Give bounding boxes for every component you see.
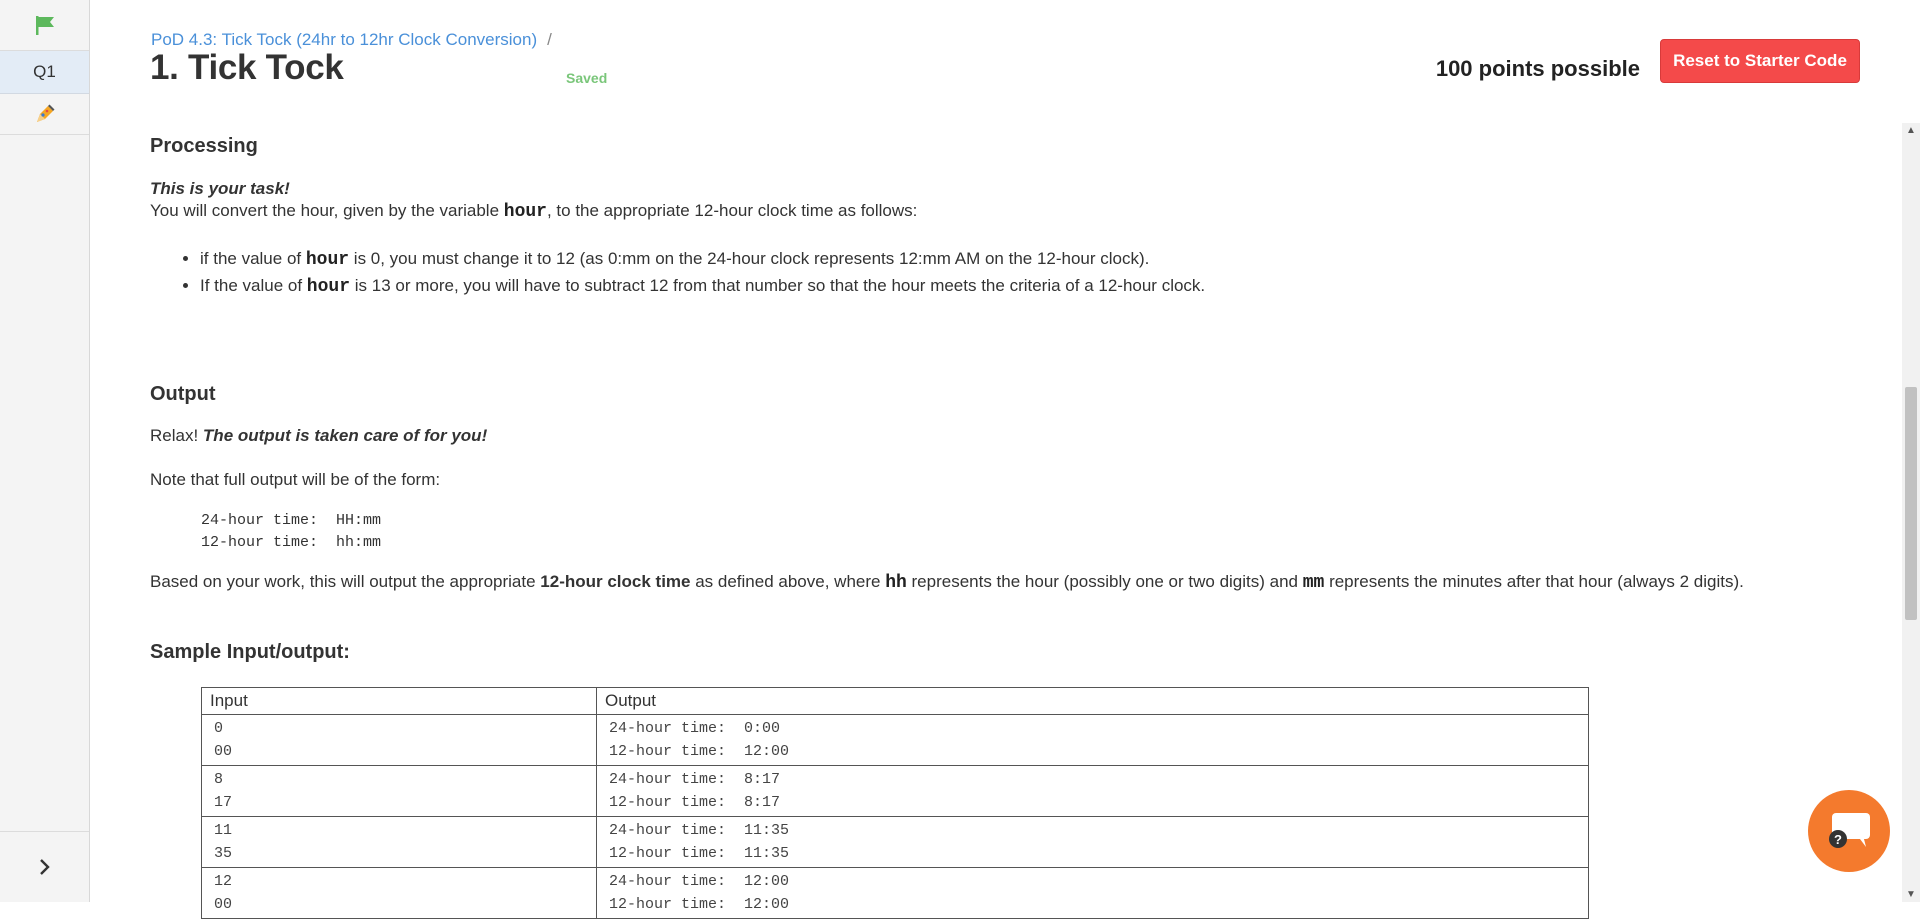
code-mm: mm [1302, 573, 1325, 593]
sidebar-expand-button[interactable] [0, 831, 89, 902]
chat-badge: ? [1834, 832, 1842, 847]
section-heading-output: Output [150, 383, 216, 405]
rules-list [170, 246, 1205, 300]
code-hh: hh [885, 573, 907, 593]
breadcrumb [151, 30, 552, 50]
reset-to-starter-code-button[interactable]: Reset to Starter Code [1660, 39, 1860, 83]
scrollbar-thumb[interactable] [1905, 387, 1917, 620]
section-heading-processing: Processing [150, 135, 258, 157]
task-intro-text-end: , to the appropriate 12-hour clock time as follows: [546, 201, 918, 220]
column-header-input: Input [202, 688, 597, 715]
column-header-output: Output [597, 688, 1589, 715]
rule-text: If the value of [200, 276, 307, 295]
page-title: 1. Tick Tock [150, 48, 344, 87]
code-hour: hour [305, 250, 350, 270]
explanation-text: represents the hour (possibly one or two digits) and [906, 572, 1303, 591]
chat-help-button[interactable] [1808, 790, 1890, 872]
output-form-line: 12-hour time: hh:mm [201, 534, 382, 551]
content-scrollbar[interactable] [1902, 123, 1920, 902]
table-row [202, 715, 1589, 766]
code-hour: hour [306, 277, 351, 297]
explanation-bold: 12-hour clock time [540, 572, 691, 591]
cell-output: 24-hour time: 11:35 12-hour time: 11:35 [597, 817, 1589, 868]
cell-input: 0 00 [202, 715, 597, 766]
cell-output: 24-hour time: 0:00 12-hour time: 12:00 [597, 715, 1589, 766]
table-row [202, 766, 1589, 817]
cell-input: 11 35 [202, 817, 597, 868]
sidebar-flag[interactable] [0, 0, 89, 51]
saved-status: Saved [566, 70, 608, 86]
cell-output: 24-hour time: 8:17 12-hour time: 8:17 [597, 766, 1589, 817]
output-form-line: 24-hour time: HH:mm [201, 512, 382, 529]
list-item [200, 273, 1205, 300]
scroll-down-arrow-icon[interactable]: ▼ [1906, 889, 1916, 900]
explanation-text: Based on your work, this will output the appropriate [150, 572, 541, 591]
pencil-icon [34, 103, 56, 125]
relax-emphasis: The output is taken care of for you! [202, 426, 488, 445]
table-header-row [202, 688, 1589, 715]
rule-text-end: is 13 or more, you will have to subtract 12 from that number so that the hour meets the criteria of a 12-hour clock. [350, 276, 1206, 295]
table-row [202, 817, 1589, 868]
problem-description [150, 115, 1890, 913]
task-label: This is your task! [150, 179, 290, 198]
output-form-block [201, 510, 381, 554]
sidebar-item-q1[interactable] [0, 51, 89, 94]
chat-help-icon [1824, 809, 1874, 853]
cell-output: 24-hour time: 12:00 12-hour time: 12:00 [597, 868, 1589, 919]
breadcrumb-link[interactable]: PoD 4.3: Tick Tock (24hr to 12hr Clock Conversion) [151, 30, 538, 49]
left-sidebar [0, 0, 90, 902]
sample-io-table [201, 687, 1589, 919]
rule-text: if the value of [200, 249, 306, 268]
output-explanation [150, 572, 1744, 593]
scroll-up-arrow-icon[interactable]: ▲ [1906, 125, 1916, 136]
explanation-text: as defined above, where [690, 572, 886, 591]
section-heading-sample: Sample Input/output: [150, 641, 350, 663]
cell-input: 8 17 [202, 766, 597, 817]
cell-input: 12 00 [202, 868, 597, 919]
note-text: Note that full output will be of the form: [150, 470, 441, 489]
flag-icon [34, 14, 56, 36]
breadcrumb-separator: / [547, 30, 552, 49]
sidebar-item-label: Q1 [33, 62, 56, 81]
task-intro [150, 201, 917, 222]
table-row [202, 868, 1589, 919]
code-hour: hour [503, 202, 547, 222]
page-header [90, 0, 1920, 115]
chevron-right-icon [38, 858, 52, 876]
sidebar-item-sketch[interactable] [0, 94, 89, 135]
rule-text-end: is 0, you must change it to 12 (as 0:mm on the 24-hour clock represents 12:mm AM on the 12-hour clock). [349, 249, 1150, 268]
points-possible: 100 points possible [1435, 56, 1640, 81]
list-item [200, 246, 1205, 273]
relax-text [150, 426, 487, 446]
explanation-text: represents the minutes after that hour (always 2 digits). [1324, 572, 1744, 591]
relax-label: Relax! [150, 426, 203, 445]
task-intro-text: You will convert the hour, given by the variable [150, 201, 504, 220]
